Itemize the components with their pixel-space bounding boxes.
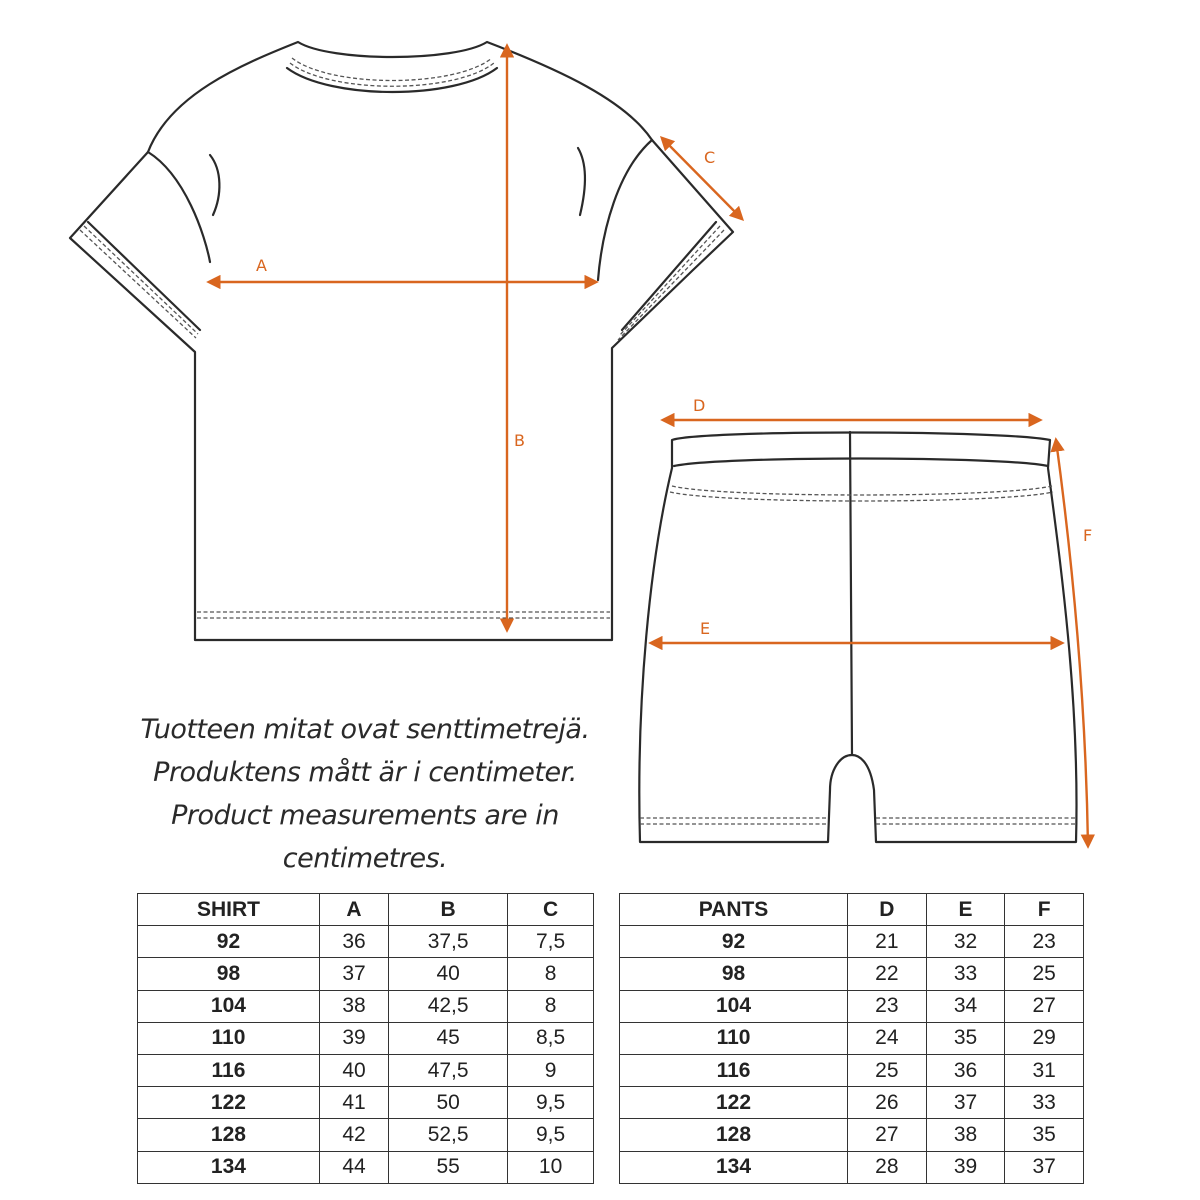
note-english: Product measurements are in centimetres. <box>171 800 559 874</box>
header-cell: SHIRT <box>138 894 320 926</box>
measurement-cell: 38 <box>319 990 388 1022</box>
header-cell: A <box>319 894 388 926</box>
measurement-cell: 35 <box>926 1022 1005 1054</box>
measurement-cell: 55 <box>389 1151 508 1183</box>
table-row <box>138 1119 594 1151</box>
measurement-cell: 52,5 <box>389 1119 508 1151</box>
table-row <box>138 1151 594 1183</box>
measurement-cell: 45 <box>389 1022 508 1054</box>
note-finnish: Tuotteen mitat ovat senttimetrejä. <box>140 714 590 745</box>
measurement-cell: 26 <box>848 1087 927 1119</box>
size-cell: 116 <box>620 1054 848 1086</box>
measurement-cell: 47,5 <box>389 1054 508 1086</box>
measurement-cell: 9,5 <box>508 1119 594 1151</box>
measurement-cell: 25 <box>1005 958 1084 990</box>
measurement-cell: 25 <box>848 1054 927 1086</box>
measurement-cell: 31 <box>1005 1054 1084 1086</box>
measurement-cell: 39 <box>319 1022 388 1054</box>
header-cell: PANTS <box>620 894 848 926</box>
measurement-cell: 40 <box>319 1054 388 1086</box>
measure-label-e: E <box>700 619 711 638</box>
header-cell: D <box>848 894 927 926</box>
measurement-cell: 42 <box>319 1119 388 1151</box>
size-cell: 98 <box>138 958 320 990</box>
size-cell: 116 <box>138 1054 320 1086</box>
measurement-cell: 8 <box>508 958 594 990</box>
measurement-cell: 37 <box>319 958 388 990</box>
size-cell: 104 <box>138 990 320 1022</box>
measurement-cell: 36 <box>926 1054 1005 1086</box>
measurement-cell: 37,5 <box>389 926 508 958</box>
table-row <box>138 958 594 990</box>
size-cell: 92 <box>620 926 848 958</box>
table-row <box>138 990 594 1022</box>
measurement-notes <box>100 708 630 874</box>
table-row <box>620 990 1084 1022</box>
size-cell: 128 <box>138 1119 320 1151</box>
measurement-cell: 28 <box>848 1151 927 1183</box>
measurement-cell: 10 <box>508 1151 594 1183</box>
measurement-cell: 22 <box>848 958 927 990</box>
measure-label-d: D <box>693 396 706 415</box>
note-swedish: Produktens mått är i centimeter. <box>153 757 577 788</box>
measurement-cell: 33 <box>1005 1087 1084 1119</box>
table-row <box>620 1119 1084 1151</box>
measure-arrow-c <box>662 138 742 219</box>
size-cell: 128 <box>620 1119 848 1151</box>
measurement-cell: 37 <box>1005 1151 1084 1183</box>
measurement-cell: 8,5 <box>508 1022 594 1054</box>
measurement-cell: 32 <box>926 926 1005 958</box>
shirt-table-header <box>138 894 594 926</box>
measurement-cell: 23 <box>848 990 927 1022</box>
pants-center-seam <box>850 432 852 755</box>
measurement-cell: 23 <box>1005 926 1084 958</box>
header-cell: B <box>389 894 508 926</box>
measurement-cell: 41 <box>319 1087 388 1119</box>
header-cell: F <box>1005 894 1084 926</box>
measurement-cell: 33 <box>926 958 1005 990</box>
size-cell: 134 <box>138 1151 320 1183</box>
size-cell: 92 <box>138 926 320 958</box>
measure-label-f: F <box>1083 526 1093 545</box>
measurement-cell: 36 <box>319 926 388 958</box>
shirt-size-table <box>137 893 594 1184</box>
table-row <box>620 1054 1084 1086</box>
size-cell: 134 <box>620 1151 848 1183</box>
shirt-right-sleeve-seam <box>598 140 652 280</box>
measure-label-c: C <box>704 148 716 167</box>
measurement-cell: 38 <box>926 1119 1005 1151</box>
size-cell: 98 <box>620 958 848 990</box>
measurement-cell: 39 <box>926 1151 1005 1183</box>
size-cell: 104 <box>620 990 848 1022</box>
size-cell: 122 <box>620 1087 848 1119</box>
header-cell: E <box>926 894 1005 926</box>
measurement-cell: 35 <box>1005 1119 1084 1151</box>
measurement-cell: 7,5 <box>508 926 594 958</box>
measurement-cell: 29 <box>1005 1022 1084 1054</box>
measurement-cell: 8 <box>508 990 594 1022</box>
measurement-cell: 9,5 <box>508 1087 594 1119</box>
pants-size-table <box>619 893 1084 1184</box>
size-cell: 122 <box>138 1087 320 1119</box>
header-cell: C <box>508 894 594 926</box>
measurement-cell: 34 <box>926 990 1005 1022</box>
table-row <box>138 1022 594 1054</box>
size-cell: 110 <box>620 1022 848 1054</box>
pants-table-header <box>620 894 1084 926</box>
table-row <box>138 1054 594 1086</box>
measurement-cell: 27 <box>1005 990 1084 1022</box>
measurement-cell: 21 <box>848 926 927 958</box>
table-row <box>138 1087 594 1119</box>
measurement-cell: 42,5 <box>389 990 508 1022</box>
measurement-cell: 40 <box>389 958 508 990</box>
measurement-cell: 27 <box>848 1119 927 1151</box>
size-cell: 110 <box>138 1022 320 1054</box>
measurement-cell: 50 <box>389 1087 508 1119</box>
shirt-outline <box>70 42 733 640</box>
measure-label-b: B <box>514 431 525 450</box>
shirt-drawing <box>70 42 733 640</box>
measurement-cell: 44 <box>319 1151 388 1183</box>
table-row <box>620 1087 1084 1119</box>
measurement-cell: 24 <box>848 1022 927 1054</box>
pants-waistband <box>674 459 1048 467</box>
measure-label-a: A <box>256 256 267 275</box>
measurement-cell: 37 <box>926 1087 1005 1119</box>
table-row <box>138 926 594 958</box>
shirt-left-sleeve-seam <box>148 152 210 262</box>
table-row <box>620 1151 1084 1183</box>
table-row <box>620 958 1084 990</box>
measurement-cell: 9 <box>508 1054 594 1086</box>
table-row <box>620 926 1084 958</box>
table-row <box>620 1022 1084 1054</box>
